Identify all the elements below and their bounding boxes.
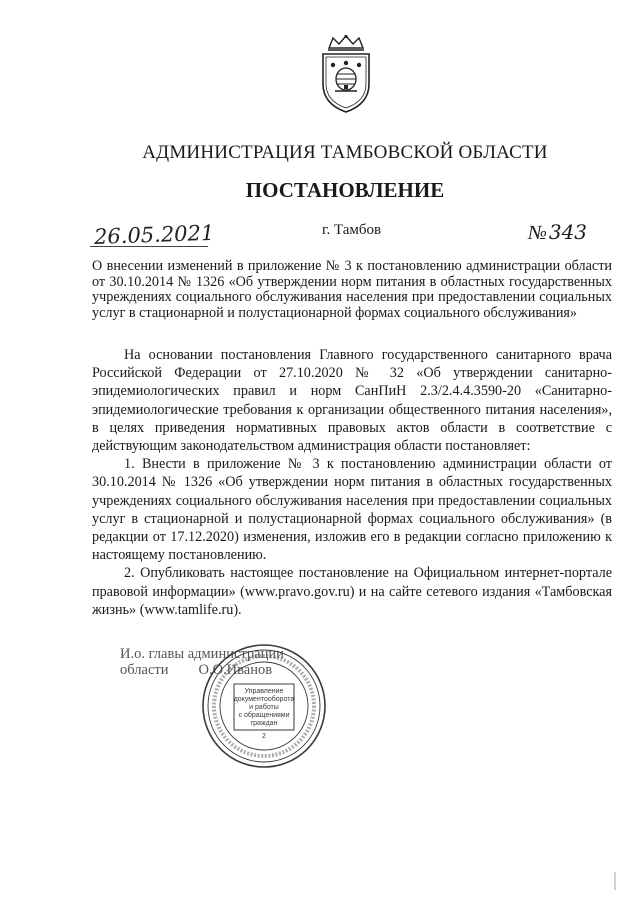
seal-center-line2: документооборота (233, 696, 295, 703)
signer-position-line2: области (120, 662, 169, 678)
seal-center-line5: граждан (250, 720, 278, 727)
seal-center-line3: и работы (249, 704, 279, 711)
document-date: 26.05.2021 (93, 220, 215, 249)
body-preamble: На основании постановления Главного государственного санитарного врача Российской Федерации от 27.10.2020 № 32 «Об утверждении санитарно-эпидемиологических правил и норм СанПиН 2.3/2.4.4.3590-20 «Санитарно-эпидемиологические требования к организации общественного питания населения», в целях приведения нормативных правовых актов области в соответствие с действующим законодательством администрация области постановляет: (92, 347, 612, 455)
official-seal-icon (200, 642, 328, 770)
document-subject: О внесении изменений в приложение № 3 к постановлению администрации области от 30.10.2014 № 1326 «Об утверждении норм питания в областных государственных учреждениях социального обслуживания населения при предоставлении социальных услуг в стационарной и полустационарной формах социального обслуживания» (92, 258, 612, 321)
number-value: 343 (548, 220, 588, 244)
signer-position-line1: И.о. главы администрации (120, 646, 284, 662)
scan-edge-mark (614, 872, 616, 890)
body-item-2: 2. Опубликовать настоящее постановление на Официальном интернет-портале правовой информации» (www.pravo.gov.ru) и на сайте сетевого издания «Тамбовская жизнь» (www.tamlife.ru). (92, 565, 612, 618)
seal-center-number: 2 (262, 733, 266, 740)
organization-title: АДМИНИСТРАЦИЯ ТАМБОВСКОЙ ОБЛАСТИ (142, 142, 548, 163)
signer-name: О.О.Иванов (198, 662, 273, 678)
document-body (92, 346, 612, 619)
document-city: г. Тамбов (322, 222, 382, 238)
document-type-heading: ПОСТАНОВЛЕНИЕ (245, 178, 445, 202)
document-number (528, 220, 587, 245)
seal-center-line4: с обращениями (238, 712, 290, 719)
number-sign: № (528, 222, 547, 244)
coat-of-arms-icon (315, 34, 377, 114)
date-underline (90, 246, 208, 247)
seal-center-line1: Управление (244, 688, 284, 695)
body-item-1: 1. Внести в приложение № 3 к постановлению администрации области от 30.10.2014 № 1326 «Об утверждении норм питания в областных государственных учреждениях социального обслуживания населения при предоставлении социальных услуг в стационарной и полустационарной формах социального обслуживания» (в редакции от 17.12.2020) изменения, изложив его в редакции согласно приложению к настоящему постановлению. (92, 456, 612, 564)
